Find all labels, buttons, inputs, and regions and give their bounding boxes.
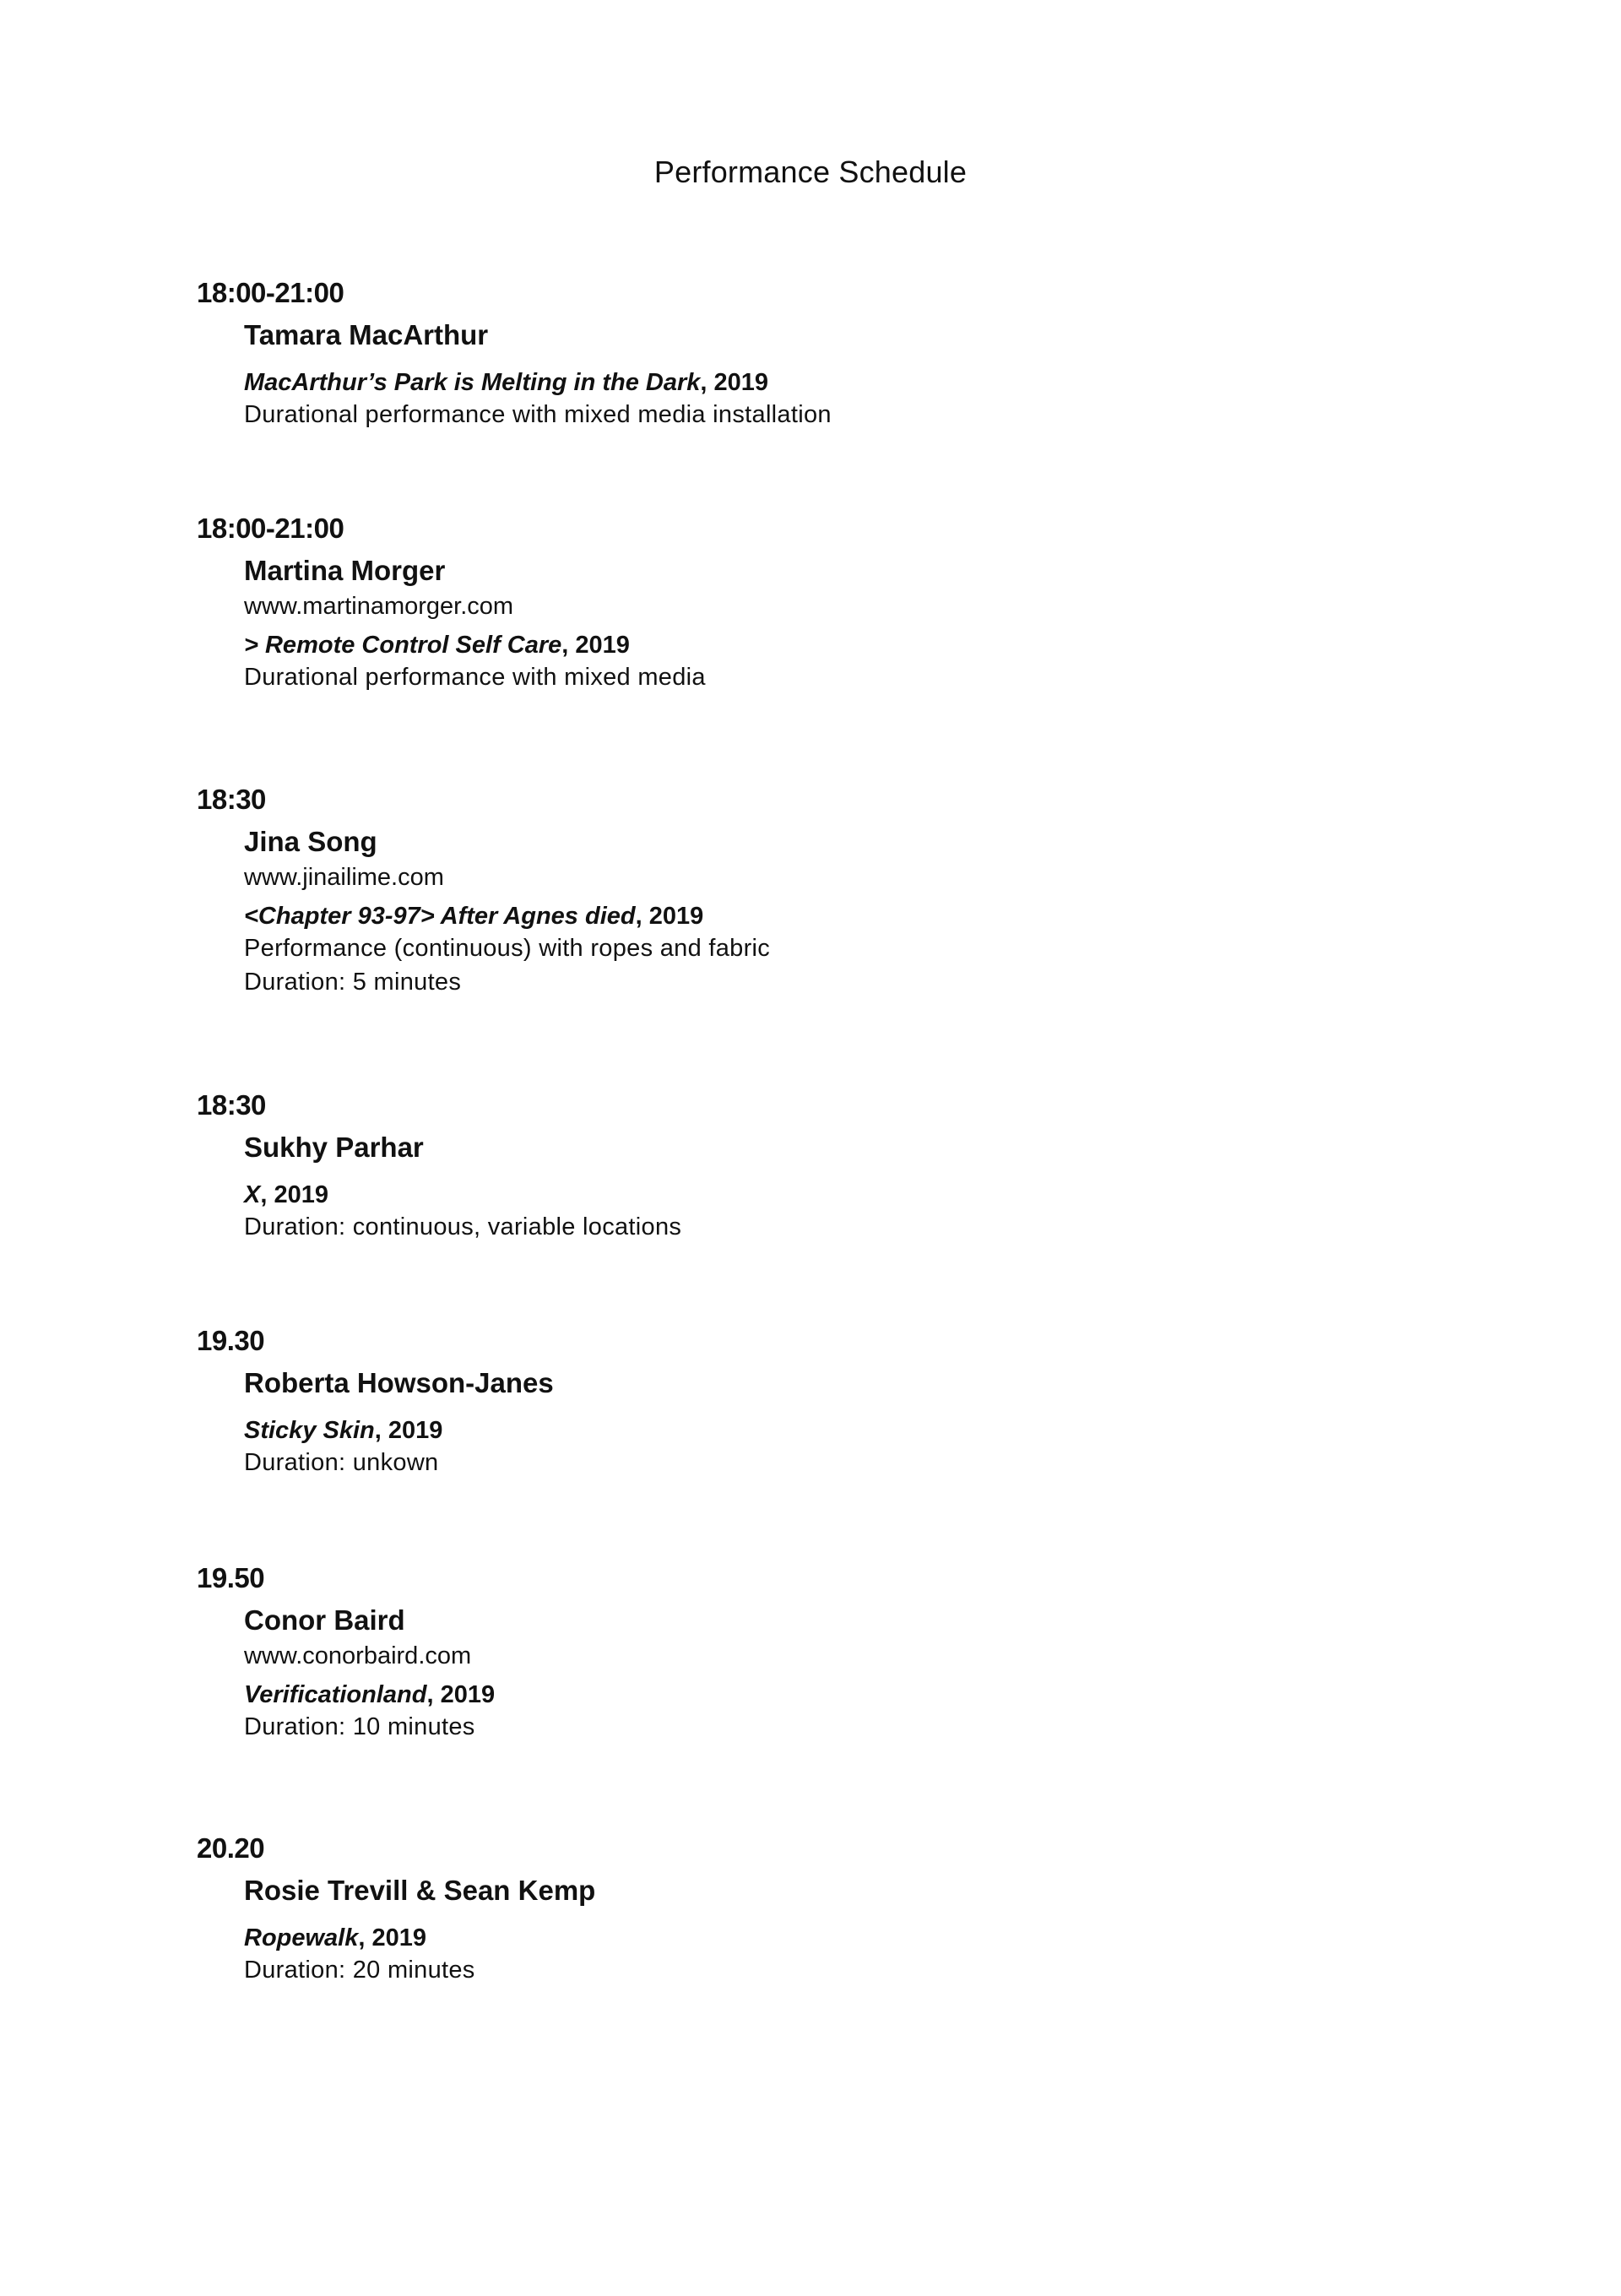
artist-name: Martina Morger [244, 555, 446, 586]
artist-name: Rosie Trevill & Sean Kemp [244, 1875, 596, 1906]
work-year: , 2019 [426, 1681, 496, 1708]
entry-duration: Duration: continuous, variable locations [244, 1213, 682, 1240]
entry-description: Durational performance with mixed media installation [244, 401, 832, 428]
entry-duration: Duration: 20 minutes [244, 1957, 475, 1984]
entry-description: Durational performance with mixed media [244, 664, 706, 691]
work-title [244, 901, 1463, 931]
work-title [244, 1923, 1463, 1953]
entry-time: 18:00-21:00 [197, 513, 344, 544]
work-year: , 2019 [260, 1181, 328, 1208]
work-title-text: <Chapter 93-97> After Agnes died [244, 903, 636, 930]
artist-name: Jina Song [244, 826, 377, 857]
work-title [244, 1680, 1463, 1710]
artist-name: Conor Baird [244, 1604, 405, 1636]
artist-website-link[interactable]: www.jinailime.com [244, 864, 444, 891]
work-title [244, 630, 1463, 660]
entry-duration: Duration: 5 minutes [244, 969, 462, 996]
artist-website-link[interactable]: www.conorbaird.com [244, 1642, 472, 1669]
artist-name: Tamara MacArthur [244, 319, 489, 350]
schedule-entry [197, 783, 1463, 999]
work-title-text: Verificationland [244, 1681, 427, 1708]
work-year: , 2019 [358, 1924, 427, 1951]
work-title-text: Sticky Skin [244, 1417, 375, 1444]
work-title [244, 1415, 1463, 1446]
work-year: , 2019 [635, 903, 704, 930]
work-title [244, 1180, 1463, 1210]
entry-duration: Duration: unkown [244, 1449, 439, 1476]
entry-time: 20.20 [197, 1832, 265, 1864]
entry-time: 18:30 [197, 1089, 266, 1121]
artist-name: Sukhy Parhar [244, 1132, 424, 1163]
work-title [244, 367, 1463, 398]
schedule-entry [197, 1561, 1463, 1744]
schedule-entry [197, 1324, 1463, 1479]
schedule-entry [197, 276, 1463, 432]
schedule-entry [197, 1832, 1463, 1987]
entry-description: Performance (continuous) with ropes and fabric [244, 935, 771, 962]
artist-name: Roberta Howson-Janes [244, 1367, 554, 1398]
entry-time: 18:30 [197, 784, 266, 815]
work-title-text: > Remote Control Self Care [244, 632, 562, 659]
work-year: , 2019 [374, 1417, 443, 1444]
page-title: Performance Schedule [653, 155, 968, 189]
artist-website-link[interactable]: www.martinamorger.com [244, 593, 514, 620]
entry-duration: Duration: 10 minutes [244, 1713, 475, 1740]
entry-time: 19.50 [197, 1562, 265, 1593]
schedule-entry [197, 512, 1463, 694]
work-title-text: Ropewalk [244, 1924, 359, 1951]
entry-time: 19.30 [197, 1325, 265, 1356]
work-title-text: X [244, 1181, 261, 1208]
work-year: , 2019 [700, 369, 769, 396]
work-year: , 2019 [561, 632, 630, 659]
entry-time: 18:00-21:00 [197, 277, 344, 308]
schedule-entry [197, 1088, 1463, 1244]
work-title-text: MacArthur’s Park is Melting in the Dark [244, 369, 701, 396]
